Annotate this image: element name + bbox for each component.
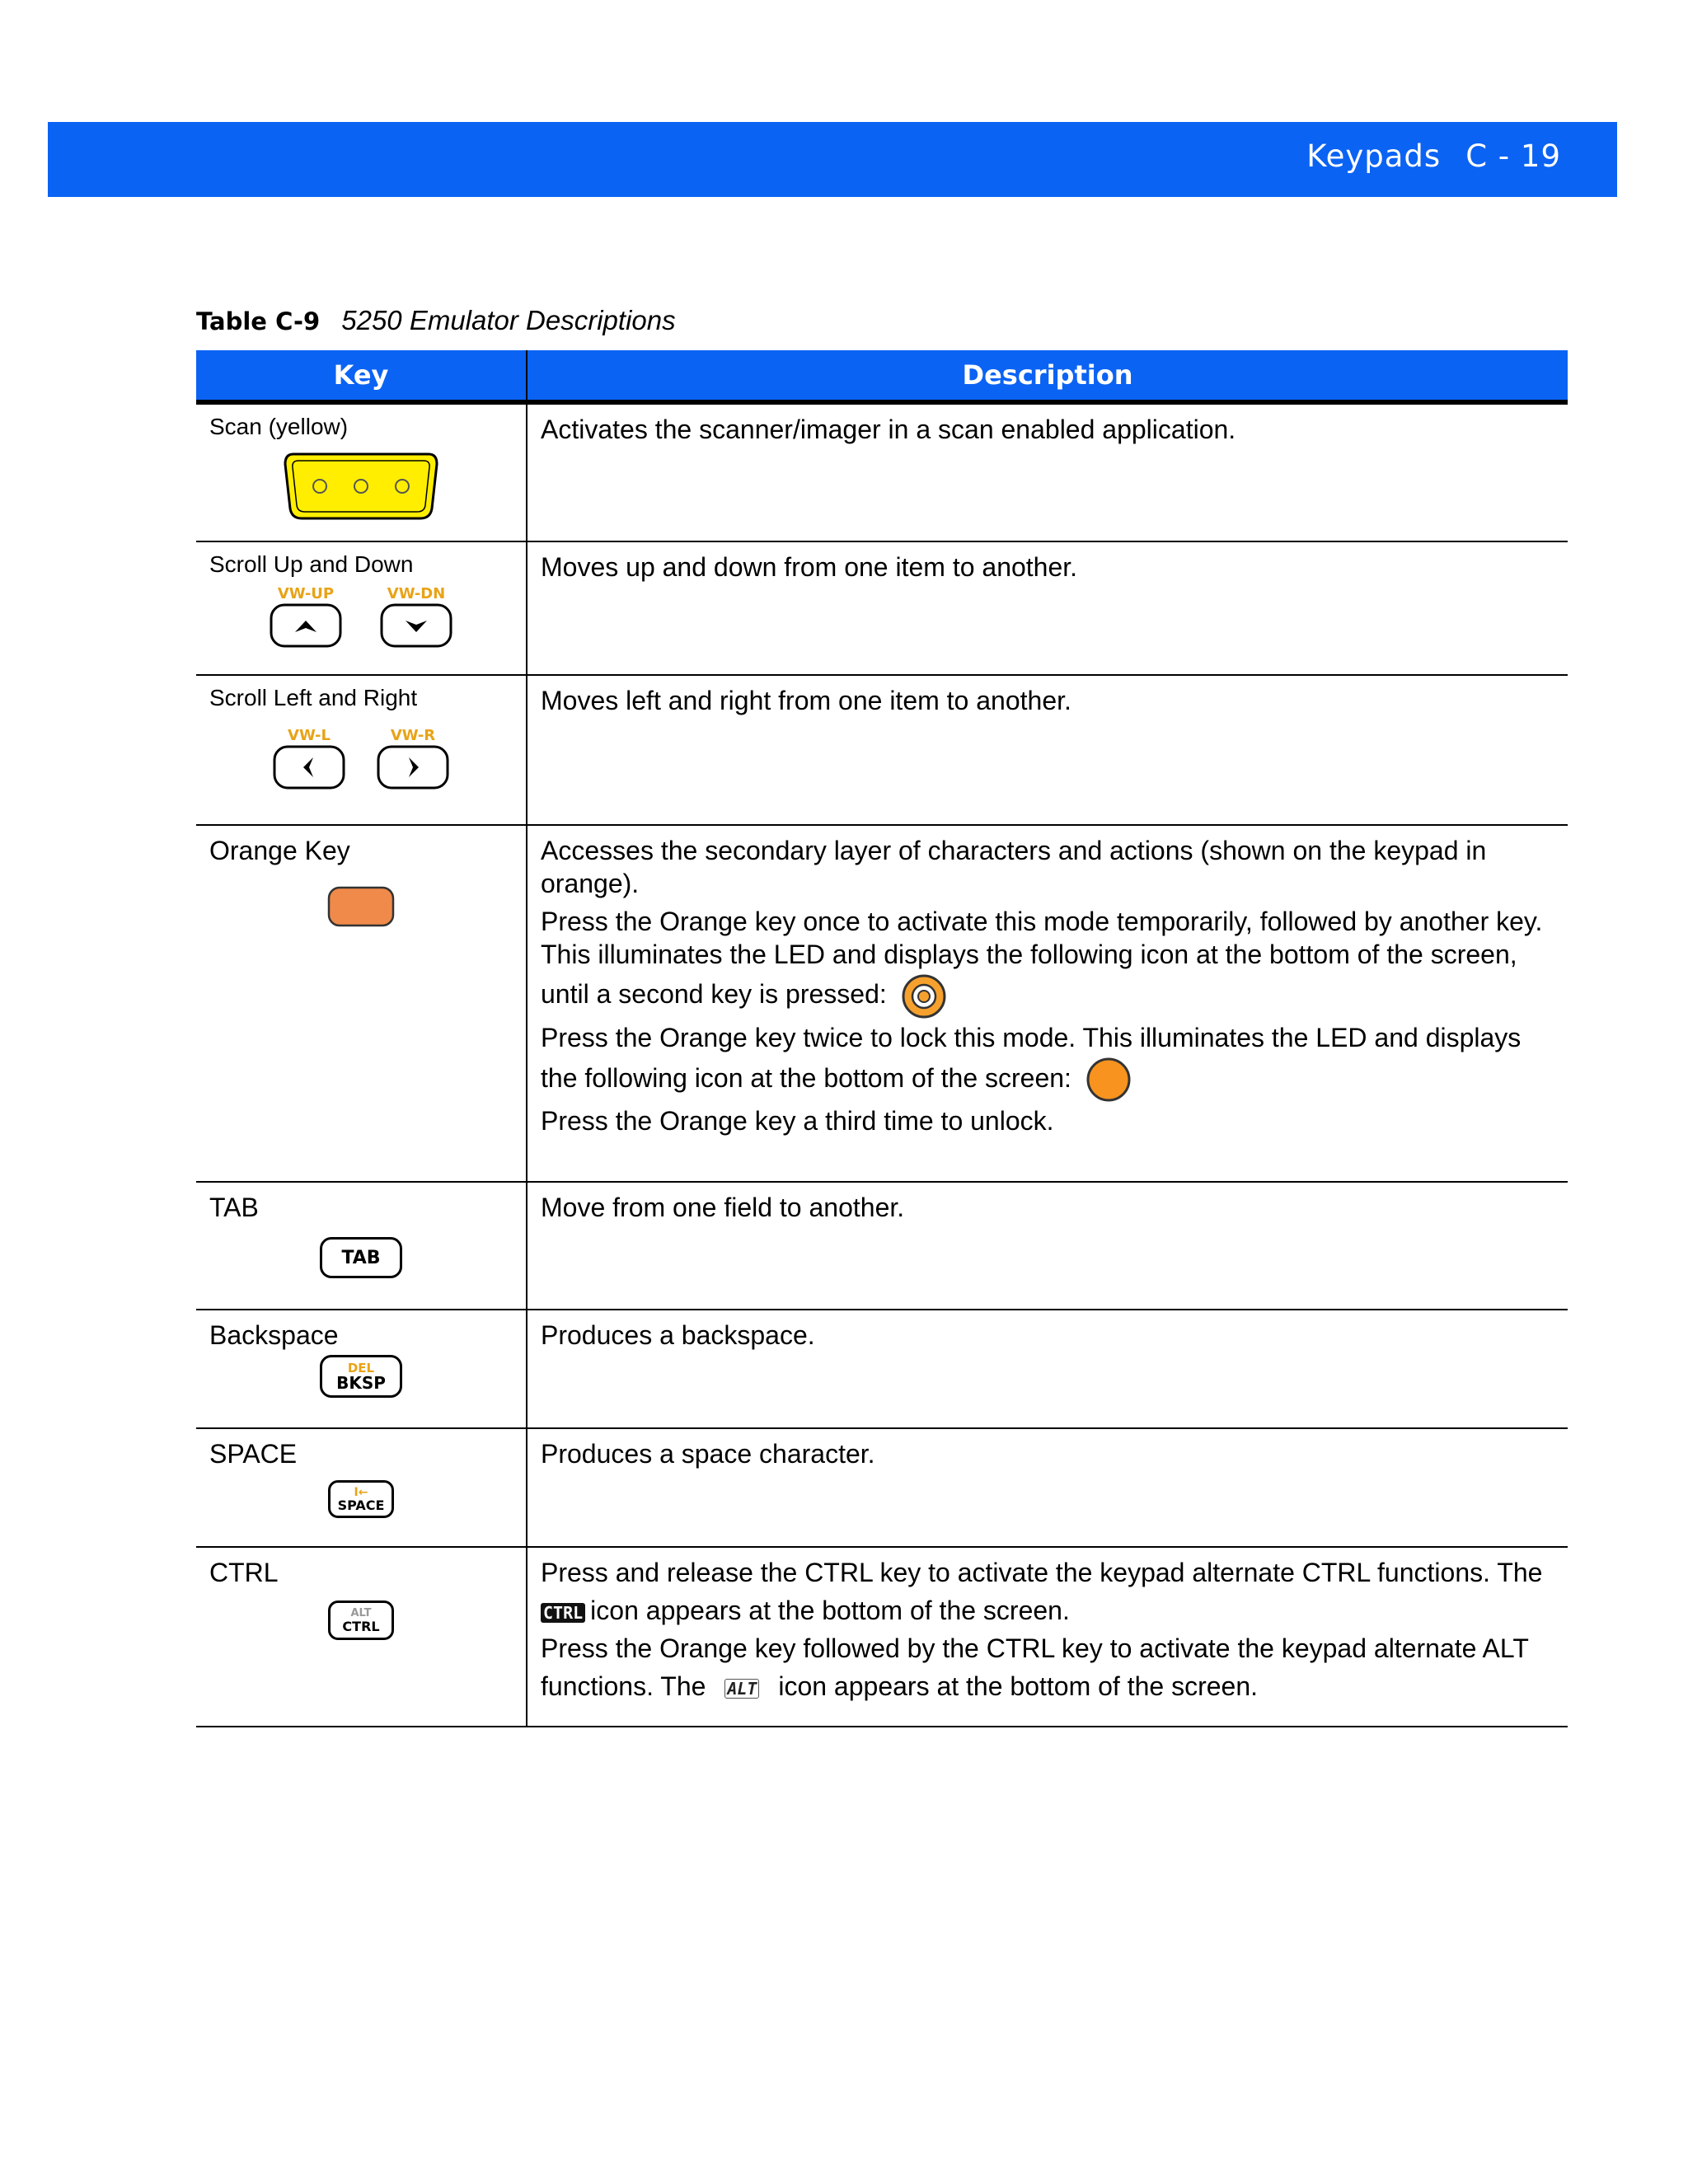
key-name: SPACE	[209, 1439, 298, 1469]
vw-up-label: VW-UP	[277, 585, 335, 602]
scroll-down-key-icon	[379, 602, 453, 649]
key-cell	[196, 1310, 528, 1427]
key-name: TAB	[209, 1193, 259, 1222]
description-text: Moves up and down from one item to another.	[541, 552, 1078, 582]
description-text: Moves left and right from one item to another.	[541, 686, 1071, 715]
backspace-key-icon: DEL BKSP	[320, 1355, 402, 1398]
space-key-icon: I← SPACE	[328, 1480, 394, 1518]
description-text: functions. The	[541, 1671, 706, 1701]
orange-lock-mode-icon	[1085, 1057, 1132, 1103]
key-cell	[196, 1548, 528, 1726]
table-row-tab	[196, 1183, 1568, 1310]
header-text	[1306, 138, 1561, 174]
key-cell	[196, 676, 528, 824]
vw-down-label: VW-DN	[387, 585, 446, 602]
description-cell	[528, 405, 1568, 541]
description-text: Move from one field to another.	[541, 1193, 905, 1222]
key-cell	[196, 826, 528, 1181]
description-cell	[528, 1183, 1568, 1309]
description-text: Produces a backspace.	[541, 1320, 815, 1350]
table-row-backspace	[196, 1310, 1568, 1429]
description-text: Activates the scanner/imager in a scan enabled application.	[541, 415, 1236, 444]
table-row-scroll-up-down	[196, 542, 1568, 676]
description-text: the following icon at the bottom of the screen:	[541, 1062, 1071, 1093]
key-name: Orange Key	[209, 836, 350, 865]
key-name: Scan (yellow)	[209, 414, 349, 439]
scroll-left-key-icon	[272, 744, 346, 790]
scan-key-icon	[280, 448, 442, 525]
table-row-space	[196, 1429, 1568, 1548]
alt-status-icon: ALT	[724, 1679, 759, 1699]
description-cell	[528, 676, 1568, 824]
page-number: C - 19	[1465, 138, 1561, 174]
description-text: icon appears at the bottom of the screen.	[590, 1596, 1070, 1625]
description-text: Press and release the CTRL key to activate the keypad alternate CTRL functions. The	[541, 1558, 1543, 1587]
scroll-up-key-icon	[269, 602, 343, 649]
page-header	[48, 122, 1617, 197]
table-row-ctrl	[196, 1548, 1568, 1727]
key-cell	[196, 405, 528, 541]
description-cell	[528, 1429, 1568, 1546]
orange-temp-mode-icon	[901, 973, 947, 1019]
ctrl-key-icon: ALT CTRL	[328, 1601, 394, 1640]
table-number: Table C-9	[196, 307, 321, 335]
column-header-key: Key	[196, 350, 528, 400]
description-text: icon appears at the bottom of the screen.	[778, 1671, 1259, 1701]
description-text: Press the Orange key a third time to unlock.	[541, 1106, 1054, 1137]
column-header-description: Description	[962, 359, 1133, 391]
table-header	[196, 350, 1568, 405]
description-cell	[528, 826, 1568, 1181]
vw-right-label: VW-R	[390, 727, 436, 744]
table-row-scan	[196, 405, 1568, 542]
description-text: Press the Orange key twice to lock this mode. This illuminates the LED and displays	[541, 1022, 1522, 1052]
orange-key-icon	[326, 885, 396, 928]
ctrl-status-icon: CTRL	[541, 1603, 585, 1623]
description-cell	[528, 542, 1568, 674]
table-title: 5250 Emulator Descriptions	[341, 305, 676, 335]
vw-left-label: VW-L	[288, 727, 331, 744]
scroll-right-key-icon	[376, 744, 450, 790]
description-text: Accesses the secondary layer of characters and actions (shown on the keypad in orange).	[541, 836, 1487, 898]
key-cell	[196, 1429, 528, 1546]
description-text: Press the Orange key once to activate this mode temporarily, followed by another key. This illuminates the LED and displays the following icon at the bottom of the screen,	[541, 907, 1543, 969]
description-text: Press the Orange key followed by the CTRL key to activate the keypad alternate ALT	[541, 1633, 1529, 1663]
emulator-table	[196, 350, 1568, 1727]
key-cell	[196, 1183, 528, 1309]
table-row-scroll-left-right	[196, 676, 1568, 826]
key-cell	[196, 542, 528, 674]
key-name: Scroll Left and Right	[209, 685, 418, 710]
description-cell	[528, 1310, 1568, 1427]
table-row-orange-key	[196, 826, 1568, 1183]
description-text: until a second key is pressed:	[541, 979, 887, 1009]
chapter-title: Keypads	[1306, 138, 1442, 174]
table-caption	[196, 305, 676, 336]
description-cell	[528, 1548, 1568, 1726]
tab-key-icon: TAB	[320, 1237, 402, 1278]
key-name: Scroll Up and Down	[209, 551, 414, 577]
key-name: Backspace	[209, 1320, 339, 1350]
key-name: CTRL	[209, 1558, 279, 1587]
description-text: Produces a space character.	[541, 1439, 875, 1469]
